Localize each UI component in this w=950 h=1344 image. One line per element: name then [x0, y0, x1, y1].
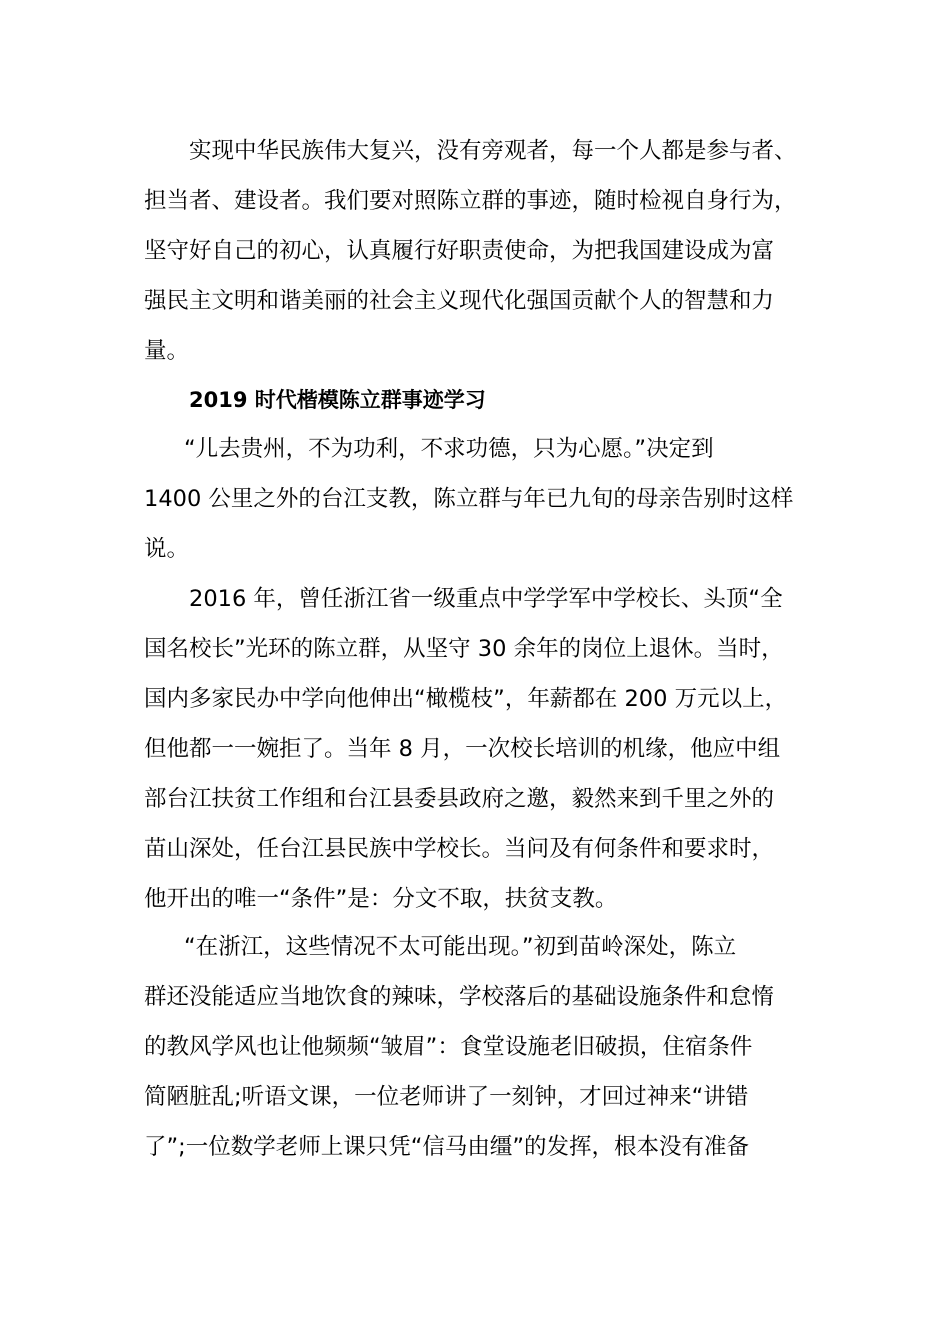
paragraph-line: 的教风学风也让他频频“皱眉”：食堂设施老旧破损，住宿条件 [144, 1034, 753, 1060]
paragraph-line: 担当者、建设者。我们要对照陈立群的事迹，随时检视自身行为， [144, 188, 797, 214]
paragraph-line: “在浙江，这些情况不太可能出现。”初到苗岭深处，陈立 [184, 934, 737, 960]
paragraph-line: 实现中华民族伟大复兴，没有旁观者，每一个人都是参与者、 [189, 138, 797, 164]
paragraph-line: 1400 公里之外的台江支教，陈立群与年已九旬的母亲告别时这样 [144, 486, 794, 512]
paragraph-line: 简陋脏乱;听语文课，一位老师讲了一刻钟，才回过神来“讲错 [144, 1084, 749, 1110]
paragraph-line: 量。 [144, 338, 190, 364]
paragraph-line: “儿去贵州，不为功利，不求功德，只为心愿。”决定到 [184, 436, 714, 462]
paragraph-line: 苗山深处，任台江县民族中学校长。当问及有何条件和要求时， [144, 836, 775, 862]
section-heading: 2019 时代楷模陈立群事迹学习 [189, 388, 486, 412]
paragraph-line: 部台江扶贫工作组和台江县委县政府之邀，毅然来到千里之外的 [144, 786, 775, 812]
paragraph-line: 坚守好自己的初心，认真履行好职责使命，为把我国建设成为富 [144, 238, 775, 264]
paragraph-line: 国内多家民办中学向他伸出“橄榄枝”，年薪都在 200 万元以上， [144, 686, 788, 712]
paragraph-line: 了”;一位数学老师上课只凭“信马由缰”的发挥，根本没有准备 [144, 1134, 750, 1160]
paragraph-line: 强民主文明和谐美丽的社会主义现代化强国贡献个人的智慧和力 [144, 288, 775, 314]
paragraph-line: 说。 [144, 536, 190, 562]
paragraph-line: 他开出的唯一“条件”是：分文不取，扶贫支教。 [144, 886, 618, 912]
paragraph-line: 群还没能适应当地饮食的辣味，学校落后的基础设施条件和怠惰 [144, 984, 775, 1010]
paragraph-line: 2016 年，曾任浙江省一级重点中学学军中学校长、头顶“全 [189, 586, 783, 612]
paragraph-line: 但他都一一婉拒了。当年 8 月，一次校长培训的机缘，他应中组 [144, 736, 781, 762]
paragraph-line: 国名校长”光环的陈立群，从坚守 30 余年的岗位上退休。当时， [144, 636, 784, 662]
